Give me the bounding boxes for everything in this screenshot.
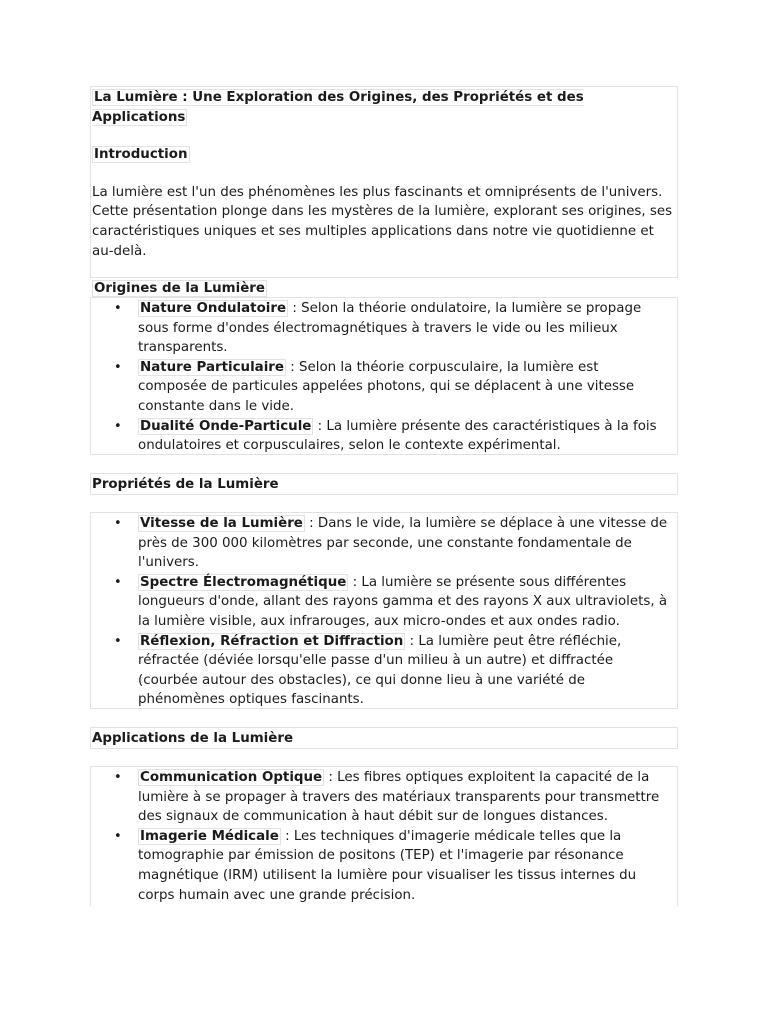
list-item — [138, 358, 671, 417]
item-text: : Selon la théorie ondulatoire, la lumière se propage sous forme d'ondes électromagnétiques à travers le vide ou les milieux transparents. — [138, 301, 642, 356]
list-item — [138, 827, 671, 905]
item-term: Dualité Onde-Particule — [140, 418, 312, 434]
item-text: : La lumière présente des caractéristiques à la fois ondulatoires et corpusculaires, selon le contexte expérimental. — [138, 418, 657, 454]
item-text: : Les fibres optiques exploitent la capacité de la lumière à se propager à travers des matériaux transparents pour transmettre des signaux de communication à haut débit sur de longues distances. — [138, 770, 660, 825]
list-item — [138, 573, 671, 632]
section-heading-proprietes: Propriétés de la Lumière — [90, 473, 678, 495]
list-item — [138, 768, 671, 827]
list-applications — [90, 766, 678, 906]
item-term: Communication Optique — [140, 770, 323, 785]
intro-heading: Introduction — [94, 147, 188, 163]
item-text: : La lumière se présente sous différentes longueurs d'onde, allant des rayons gamma et des rayons X aux ultraviolets, à la lumière visible, aux infrarouges, aux micro-ondes et aux ondes radio. — [138, 574, 668, 629]
item-text: : Selon la théorie corpusculaire, la lumière est composée de particules appelées photons, qui se déplacent à une vitesse constante dans le vide. — [138, 359, 635, 414]
item-term: Réflexion, Réfraction et Diffraction — [140, 633, 404, 649]
list-item — [138, 417, 671, 456]
section-heading-origines: Origines de la Lumière — [94, 281, 265, 297]
list-item — [138, 632, 671, 710]
item-term: Imagerie Médicale — [140, 828, 279, 844]
intro-block — [90, 86, 678, 297]
list-origines — [90, 297, 678, 455]
intro-paragraph: La lumière est l'un des phénomènes les plus fascinants et omniprésents de l'univers. Cette présentation plonge dans les mystères de la lumière, explorant ses origines, ses caractéristiques uniques et ses multiples applications dans notre vie quotidienne et au-delà. — [92, 184, 673, 259]
item-text: : La lumière peut être réfléchie, réfractée (déviée lorsqu'elle passe d'un milieu à un autre) et diffractée (courbée autour des obstacles), ce qui donne lieu à une variété de phénomènes optiques fascinants. — [138, 633, 622, 708]
document-title: La Lumière : Une Exploration des Origines, des Propriétés et des Applications — [92, 90, 584, 125]
item-text: : Dans le vide, la lumière se déplace à une vitesse de près de 300 000 kilomètres par seconde, une constante fondamentale de l'univers. — [138, 516, 668, 571]
item-term: Spectre Électromagnétique — [140, 574, 347, 590]
list-item — [138, 299, 671, 358]
item-term: Vitesse de la Lumière — [140, 516, 303, 531]
list-proprietes — [90, 512, 678, 709]
item-term: Nature Particulaire — [140, 359, 284, 375]
list-item — [138, 514, 671, 573]
section-heading-applications: Applications de la Lumière — [90, 727, 678, 749]
item-text: : Les techniques d'imagerie médicale telles que la tomographie par émission de positons (TEP) et l'imagerie par résonance magnétique (IRM) utilisent la lumière pour visualiser les tissus internes du corps humain avec une grande précision. — [138, 828, 637, 903]
item-term: Nature Ondulatoire — [140, 301, 287, 316]
